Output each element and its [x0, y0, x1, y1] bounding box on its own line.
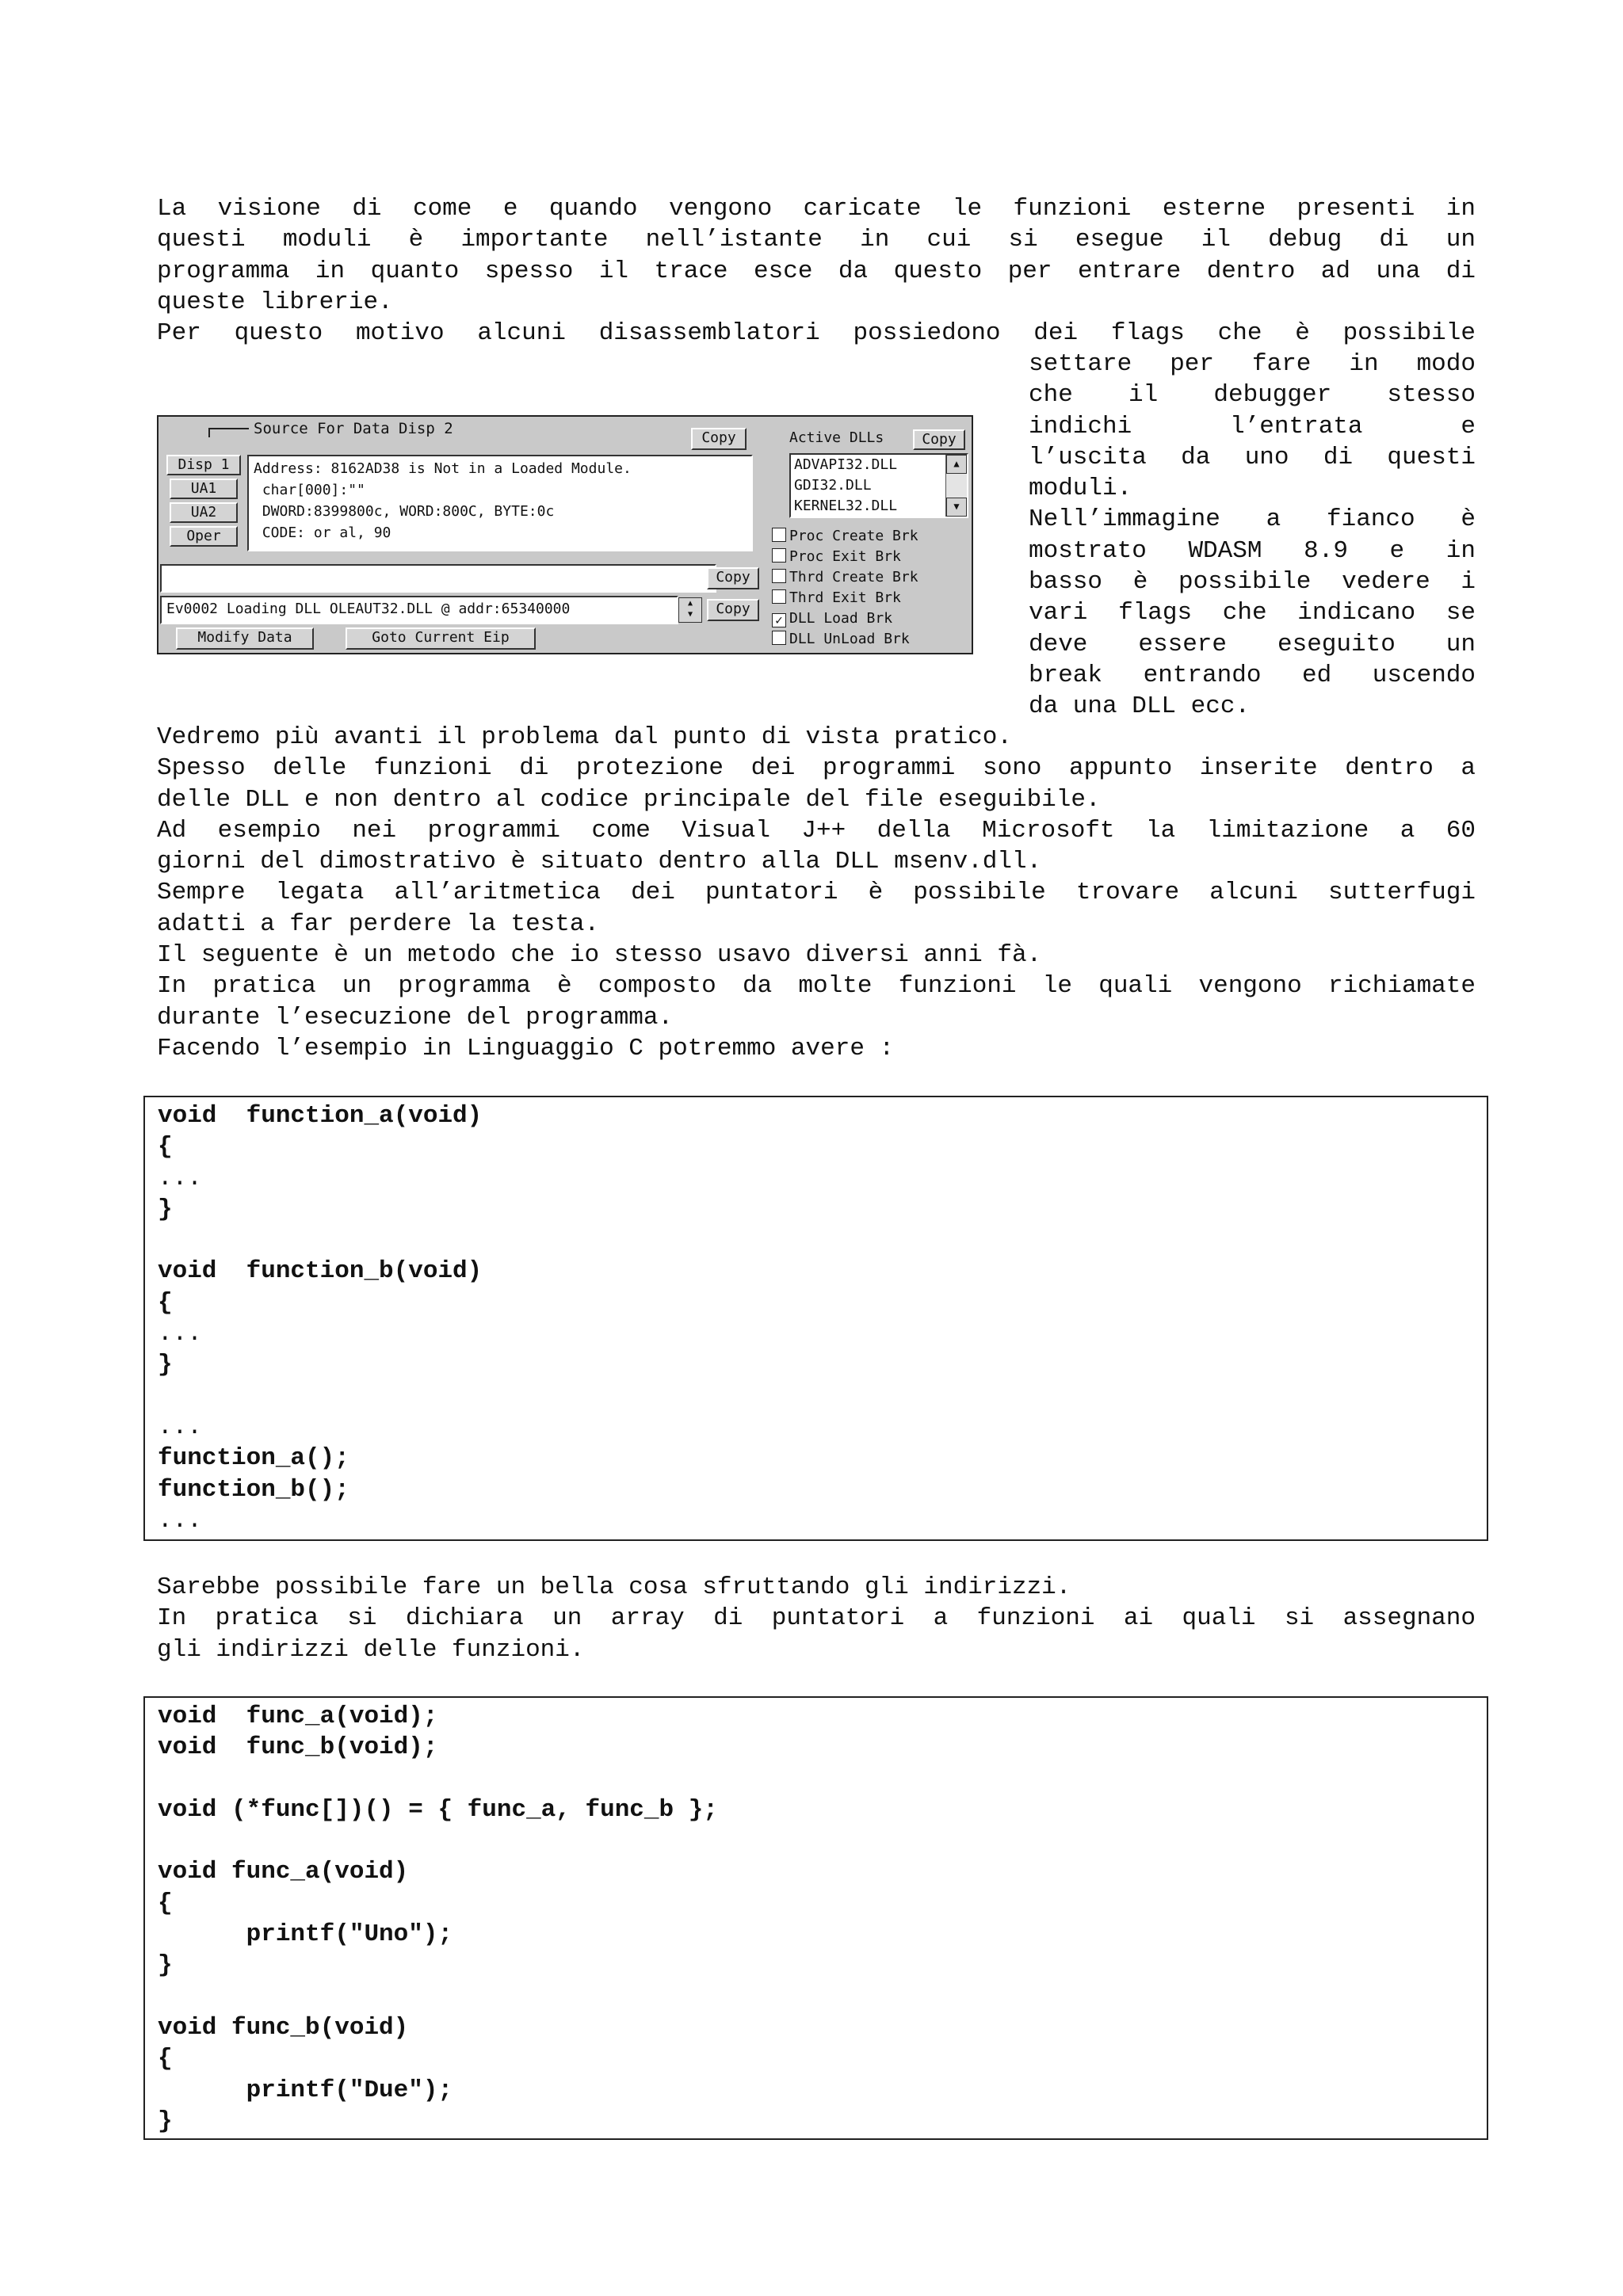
goto-current-eip-button[interactable]: Goto Current Eip	[346, 627, 536, 650]
copy-button[interactable]: Copy	[913, 429, 965, 450]
code-line: ...	[158, 1413, 202, 1441]
text-line: giorni del dimostrativo è situato dentro alla DLL msenv.dll.	[157, 848, 1042, 876]
checkbox-label: Proc Exit Brk	[789, 548, 901, 565]
code-line: }	[158, 1195, 173, 1223]
dll-list-item[interactable]: KERNEL32.DLL	[794, 498, 898, 514]
body-paragraph	[157, 1572, 1476, 1665]
text-line: moduli.	[1029, 475, 1132, 503]
text-line: deve essere eseguito un	[1029, 630, 1476, 658]
text-line: Spesso delle funzioni di protezione dei programmi sono appunto inserite dentro a	[157, 754, 1476, 783]
code-line: void function_b(void)	[158, 1257, 483, 1286]
info-line: DWORD:8399800c, WORD:800C, BYTE:0c	[254, 503, 555, 520]
code-line: ...	[158, 1164, 202, 1192]
body-paragraph	[157, 722, 1476, 1064]
text-line: Vedremo più avanti il problema dal punto di vista pratico.	[157, 723, 1012, 751]
text-line: l’uscita da uno di questi	[1029, 443, 1476, 471]
disp-1-button[interactable]: Disp 1	[166, 455, 241, 475]
address-info-box	[247, 455, 753, 551]
dll-list-scrollbar[interactable]	[945, 455, 967, 517]
code-block-1	[143, 1096, 1488, 1541]
ua2-button[interactable]: UA2	[170, 502, 238, 523]
code-line: {	[158, 1889, 173, 1917]
text-line: Ad esempio nei programmi come Visual J++ della Microsoft la limitazione a 60	[157, 816, 1476, 845]
code-line: }	[158, 1351, 173, 1379]
dll-unload-brk-checkbox[interactable]	[772, 631, 910, 648]
info-line: Address: 8162AD38 is Not in a Loaded Module.	[254, 460, 632, 477]
checkbox-box[interactable]	[772, 631, 786, 645]
proc-exit-brk-checkbox[interactable]	[772, 548, 901, 566]
code-line: void function_a(void)	[158, 1102, 483, 1130]
code-line	[145, 1764, 1487, 1794]
ua1-button[interactable]: UA1	[170, 479, 238, 499]
code-line: function_a();	[158, 1444, 349, 1473]
text-line: In pratica un programma è composto da molte funzioni le quali vengono richiamate	[157, 972, 1476, 1001]
checkbox-box[interactable]	[772, 569, 786, 583]
text-line: Sempre legata all’aritmetica dei puntatori è possibile trovare alcuni sutterfugi	[157, 879, 1476, 907]
code-line: printf("Due");	[158, 2076, 453, 2104]
code-line	[145, 1225, 1487, 1256]
info-line: char[000]:""	[254, 482, 365, 498]
dll-list-item[interactable]: ADVAPI32.DLL	[794, 456, 898, 473]
code-line: }	[158, 2107, 173, 2135]
wdasm-debugger-panel	[157, 415, 973, 654]
side-text-column	[1029, 349, 1476, 723]
code-line: {	[158, 2045, 173, 2073]
code-line: ...	[158, 1506, 202, 1535]
scroll-up-icon[interactable]: ▲	[946, 455, 967, 474]
copy-button[interactable]: Copy	[691, 428, 747, 450]
text-line: programma in quanto spesso il trace esce da questo per entrare dentro ad una di	[157, 257, 1476, 285]
frame-line	[209, 428, 249, 429]
command-input[interactable]	[160, 564, 716, 593]
code-line: {	[158, 1288, 173, 1317]
text-line: basso è possibile vedere i	[1029, 568, 1476, 597]
thrd-create-brk-checkbox[interactable]	[772, 569, 918, 586]
code-line: {	[158, 1133, 173, 1161]
text-line: La visione di come e quando vengono caricate le funzioni esterne presenti in	[157, 195, 1476, 223]
frame-title: Source For Data Disp 2	[250, 420, 456, 437]
info-line: CODE: or al, 90	[254, 524, 391, 541]
checkbox-box[interactable]	[772, 548, 786, 563]
code-line: printf("Uno");	[158, 1920, 453, 1949]
text-line: Il seguente è un metodo che io stesso usavo diversi anni fà.	[157, 941, 1042, 970]
oper-button[interactable]: Oper	[170, 526, 238, 547]
text-line: Per questo motivo alcuni disassemblatori possiedono dei flags che è possibile	[157, 319, 1476, 348]
checkbox-label: Proc Create Brk	[789, 528, 918, 544]
checkbox-label: Thrd Create Brk	[789, 569, 918, 585]
scroll-down-icon[interactable]: ▼	[946, 498, 967, 517]
text-line: questi moduli è importante nell’istante in cui si esegue il debug di un	[157, 226, 1476, 254]
thrd-exit-brk-checkbox[interactable]	[772, 589, 901, 607]
copy-button[interactable]: Copy	[707, 599, 759, 621]
checkmark-icon[interactable]: ✓	[772, 613, 786, 627]
proc-create-brk-checkbox[interactable]	[772, 528, 918, 545]
code-line	[145, 1981, 1487, 2012]
code-line: function_b();	[158, 1475, 349, 1504]
event-log-field: Ev0002 Loading DLL OLEAUT32.DLL @ addr:65340000	[160, 596, 678, 624]
text-line: adatti a far perdere la testa.	[157, 910, 600, 938]
text-line: gli indirizzi delle funzioni.	[157, 1635, 585, 1664]
text-line: queste librerie.	[157, 288, 393, 316]
text-line: indichi l’entrata e	[1029, 412, 1476, 441]
text-line: In pratica si dichiara un array di puntatori a funzioni ai quali si assegnano	[157, 1604, 1476, 1633]
copy-button[interactable]: Copy	[707, 567, 759, 589]
text-line: break entrando ed uscendo	[1029, 661, 1476, 689]
text-line: settare per fare in modo	[1029, 350, 1476, 378]
intro-paragraph	[157, 193, 1476, 349]
code-line	[145, 1381, 1487, 1412]
active-dlls-label: Active DLLs	[789, 429, 884, 446]
modify-data-button[interactable]: Modify Data	[176, 627, 314, 650]
text-line: da una DLL ecc.	[1029, 692, 1251, 721]
checkbox-label: DLL UnLoad Brk	[789, 631, 910, 647]
code-line: void (*func[])() = { func_a, func_b };	[158, 1795, 718, 1824]
code-line: }	[158, 1951, 173, 1980]
text-line: Facendo l’esempio in Linguaggio C potremmo avere :	[157, 1034, 895, 1062]
active-dlls-list[interactable]	[789, 453, 968, 518]
checkbox-label: Thrd Exit Brk	[789, 589, 901, 606]
code-line: void func_b(void)	[158, 2013, 409, 2042]
code-line: void func_b(void);	[158, 1733, 438, 1762]
text-line: che il debugger stesso	[1029, 381, 1476, 410]
dll-list-item[interactable]: GDI32.DLL	[794, 477, 872, 494]
text-line: Nell’immagine a fianco è	[1029, 505, 1476, 534]
checkbox-box[interactable]	[772, 528, 786, 542]
text-line: Sarebbe possibile fare un bella cosa sfruttando gli indirizzi.	[157, 1573, 1071, 1601]
code-line: void func_a(void);	[158, 1703, 438, 1730]
checkbox-box[interactable]	[772, 589, 786, 604]
spinner-arrows-icon[interactable]: ▲ ▼	[678, 597, 702, 623]
text-line: durante l’esecuzione del programma.	[157, 1003, 674, 1032]
code-line: ...	[158, 1320, 202, 1348]
text-line: delle DLL e non dentro al codice principale del file eseguibile.	[157, 785, 1101, 814]
code-line	[145, 1825, 1487, 1856]
checkbox-label: DLL Load Brk	[789, 610, 893, 627]
code-block-2	[143, 1696, 1488, 2140]
dll-load-brk-checkbox[interactable]	[772, 610, 892, 627]
text-line: mostrato WDASM 8.9 e in	[1029, 536, 1476, 565]
text-line: vari flags che indicano se	[1029, 599, 1476, 627]
code-line: void func_a(void)	[158, 1858, 409, 1886]
